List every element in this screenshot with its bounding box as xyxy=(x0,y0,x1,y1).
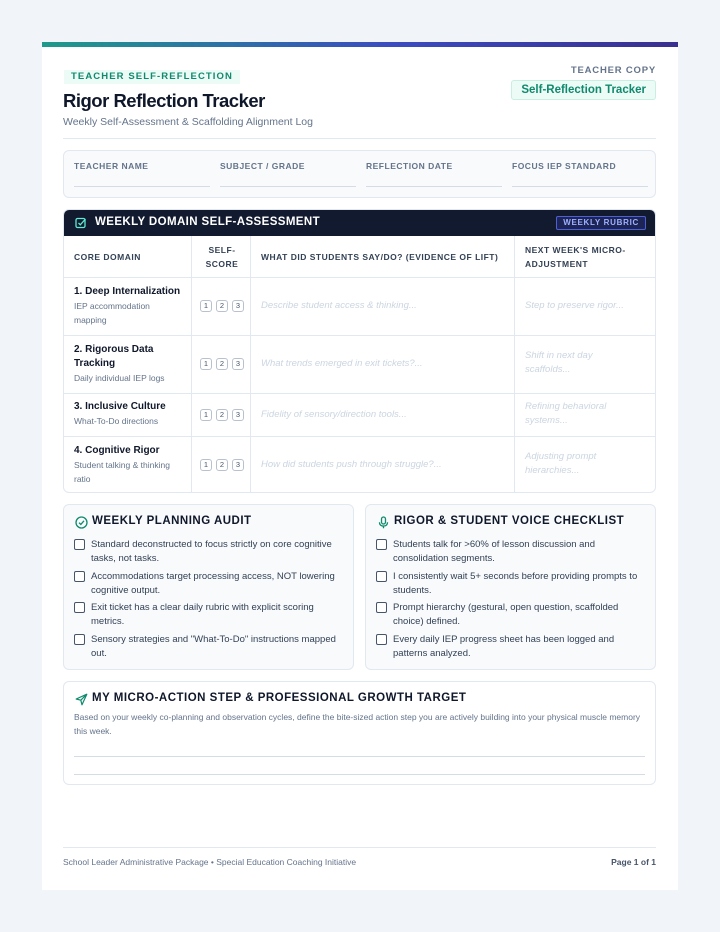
table-row xyxy=(64,394,656,437)
footer-divider xyxy=(63,847,656,848)
copy-label: TEACHER COPY xyxy=(570,65,656,76)
col-self-score-2: SCORE xyxy=(205,259,239,269)
page-subtitle: Weekly Self-Assessment & Scaffolding Alignment Log xyxy=(63,116,313,128)
rubric-badge: WEEKLY RUBRIC xyxy=(556,216,646,230)
micro-action-title: MY MICRO-ACTION STEP & PROFESSIONAL GROWTH TARGET xyxy=(92,692,467,704)
accent-bar xyxy=(42,42,678,47)
next-adjustment-input[interactable]: scaffolds... xyxy=(525,364,571,375)
teacher-name-line[interactable] xyxy=(74,186,210,187)
voice-checklist-title: RIGOR & STUDENT VOICE CHECKLIST xyxy=(394,515,625,527)
score-options xyxy=(200,459,244,471)
domain-subtitle: Daily individual IEP logs xyxy=(74,373,165,383)
domain-name: 4. Cognitive Rigor xyxy=(74,445,160,456)
score-3-box[interactable]: 3 xyxy=(232,409,244,421)
teacher-info-box xyxy=(63,150,656,198)
checklist-item-text: Prompt hierarchy (gestural, open question, scaffolded choice) defined. xyxy=(393,602,619,627)
score-2-box[interactable]: 2 xyxy=(216,409,228,421)
col-next-week-2: ADJUSTMENT xyxy=(525,259,589,269)
next-adjustment-input[interactable]: Adjusting prompt xyxy=(525,451,597,462)
evidence-input[interactable]: What trends emerged in exit tickets?... xyxy=(261,358,423,369)
table-row xyxy=(64,278,656,336)
score-1-box[interactable]: 1 xyxy=(200,358,212,370)
focus-iep-standard-line[interactable] xyxy=(512,186,648,187)
footer-text: School Leader Administrative Package • Special Education Coaching Initiative xyxy=(63,857,357,867)
audit-item-text: Sensory strategies and "What-To-Do" instructions mapped out. xyxy=(91,634,336,659)
score-1-box[interactable]: 1 xyxy=(200,459,212,471)
micro-action-card xyxy=(63,681,656,785)
focus-iep-standard-label: FOCUS IEP STANDARD xyxy=(512,161,617,171)
reflection-date-line[interactable] xyxy=(366,186,502,187)
next-adjustment-input[interactable]: Refining behavioral xyxy=(525,401,607,412)
score-options xyxy=(200,409,244,421)
domain-subtitle: IEP accommodation xyxy=(74,301,150,311)
copy-badge: Self-Reflection Tracker xyxy=(511,80,656,100)
checkbox-edit-icon xyxy=(75,217,87,229)
score-1-box[interactable]: 1 xyxy=(200,409,212,421)
evidence-input[interactable]: How did students push through struggle?... xyxy=(261,459,442,470)
eyebrow-label: TEACHER SELF-REFLECTION xyxy=(64,70,240,84)
student-voice-card xyxy=(365,504,656,670)
domain-subtitle: Student talking & thinking xyxy=(74,460,170,470)
domain-name: 1. Deep Internalization xyxy=(74,286,181,297)
checklist-item-text: Students talk for >60% of lesson discussion and consolidation segments. xyxy=(393,539,595,564)
focus-iep-standard-field[interactable] xyxy=(512,161,648,187)
page-number: Page 1 of 1 xyxy=(611,857,656,867)
domain-name: Tracking xyxy=(74,358,116,369)
domain-name: 2. Rigorous Data xyxy=(74,344,154,355)
checkbox[interactable] xyxy=(376,539,387,550)
subject-grade-line[interactable] xyxy=(220,186,356,187)
teacher-name-label: TEACHER NAME xyxy=(74,161,149,171)
score-1-box[interactable]: 1 xyxy=(200,300,212,312)
evidence-input[interactable]: Fidelity of sensory/direction tools... xyxy=(261,409,407,420)
audit-item-text: Accommodations target processing access, NOT lowering cognitive output. xyxy=(91,571,335,596)
score-options xyxy=(200,358,244,370)
planning-audit-card xyxy=(63,504,354,670)
domain-name: 3. Inclusive Culture xyxy=(74,401,166,412)
checkbox[interactable] xyxy=(376,571,387,582)
score-3-box[interactable]: 3 xyxy=(232,300,244,312)
checkbox[interactable] xyxy=(74,539,85,550)
page-title: Rigor Reflection Tracker xyxy=(63,90,265,111)
send-icon xyxy=(75,693,88,706)
teacher-name-field[interactable] xyxy=(74,161,210,187)
checkbox[interactable] xyxy=(74,571,85,582)
domain-subtitle: ratio xyxy=(74,474,91,484)
score-3-box[interactable]: 3 xyxy=(232,459,244,471)
col-self-score-1: SELF- xyxy=(208,245,236,255)
checkbox[interactable] xyxy=(376,602,387,613)
column-headers xyxy=(64,236,656,278)
score-3-box[interactable]: 3 xyxy=(232,358,244,370)
col-evidence: WHAT DID STUDENTS SAY/DO? (EVIDENCE OF LIFT) xyxy=(261,252,499,262)
microphone-icon xyxy=(377,516,390,529)
checkbox[interactable] xyxy=(74,602,85,613)
table-header-bar xyxy=(64,210,656,236)
audit-item-text: Standard deconstructed to focus strictly on core cognitive tasks, not tasks. xyxy=(91,539,332,564)
planning-audit-title: WEEKLY PLANNING AUDIT xyxy=(92,515,252,527)
next-adjustment-input[interactable]: systems... xyxy=(525,415,568,426)
col-next-week-1: NEXT WEEK'S MICRO- xyxy=(525,245,626,255)
domain-subtitle: mapping xyxy=(74,315,107,325)
writing-line[interactable] xyxy=(74,756,645,757)
header-divider xyxy=(63,138,656,139)
checkbox[interactable] xyxy=(74,634,85,645)
next-adjustment-input[interactable]: hierarchies... xyxy=(525,465,580,476)
audit-item-text: Exit ticket has a clear daily rubric with explicit scoring metrics. xyxy=(91,602,314,627)
assessment-title: WEEKLY DOMAIN SELF-ASSESSMENT xyxy=(95,216,321,228)
checklist-item-text: I consistently wait 5+ seconds before providing prompts to students. xyxy=(393,571,638,596)
check-circle-icon xyxy=(75,516,88,529)
domain-subtitle: What-To-Do directions xyxy=(74,416,159,426)
subject-grade-label: SUBJECT / GRADE xyxy=(220,161,305,171)
score-2-box[interactable]: 2 xyxy=(216,300,228,312)
col-core-domain: CORE DOMAIN xyxy=(74,252,141,262)
subject-grade-field[interactable] xyxy=(220,161,356,187)
checklist-item-text: Every daily IEP progress sheet has been logged and patterns analyzed. xyxy=(393,634,615,659)
evidence-input[interactable]: Describe student access & thinking... xyxy=(261,300,417,311)
checkbox[interactable] xyxy=(376,634,387,645)
next-adjustment-input[interactable]: Step to preserve rigor... xyxy=(525,300,624,311)
worksheet-page xyxy=(42,42,678,890)
micro-action-description: Based on your weekly co-planning and observation cycles, define the bite-sized action step you are actively building into your physical muscle memory this week. xyxy=(74,712,641,736)
score-2-box[interactable]: 2 xyxy=(216,459,228,471)
score-2-box[interactable]: 2 xyxy=(216,358,228,370)
self-assessment-table xyxy=(63,209,656,493)
table-row xyxy=(64,336,656,394)
writing-line[interactable] xyxy=(74,774,645,775)
reflection-date-label: REFLECTION DATE xyxy=(366,161,453,171)
next-adjustment-input[interactable]: Shift in next day xyxy=(525,350,593,361)
reflection-date-field[interactable] xyxy=(366,161,502,187)
score-options xyxy=(200,300,244,312)
table-row xyxy=(64,437,656,493)
